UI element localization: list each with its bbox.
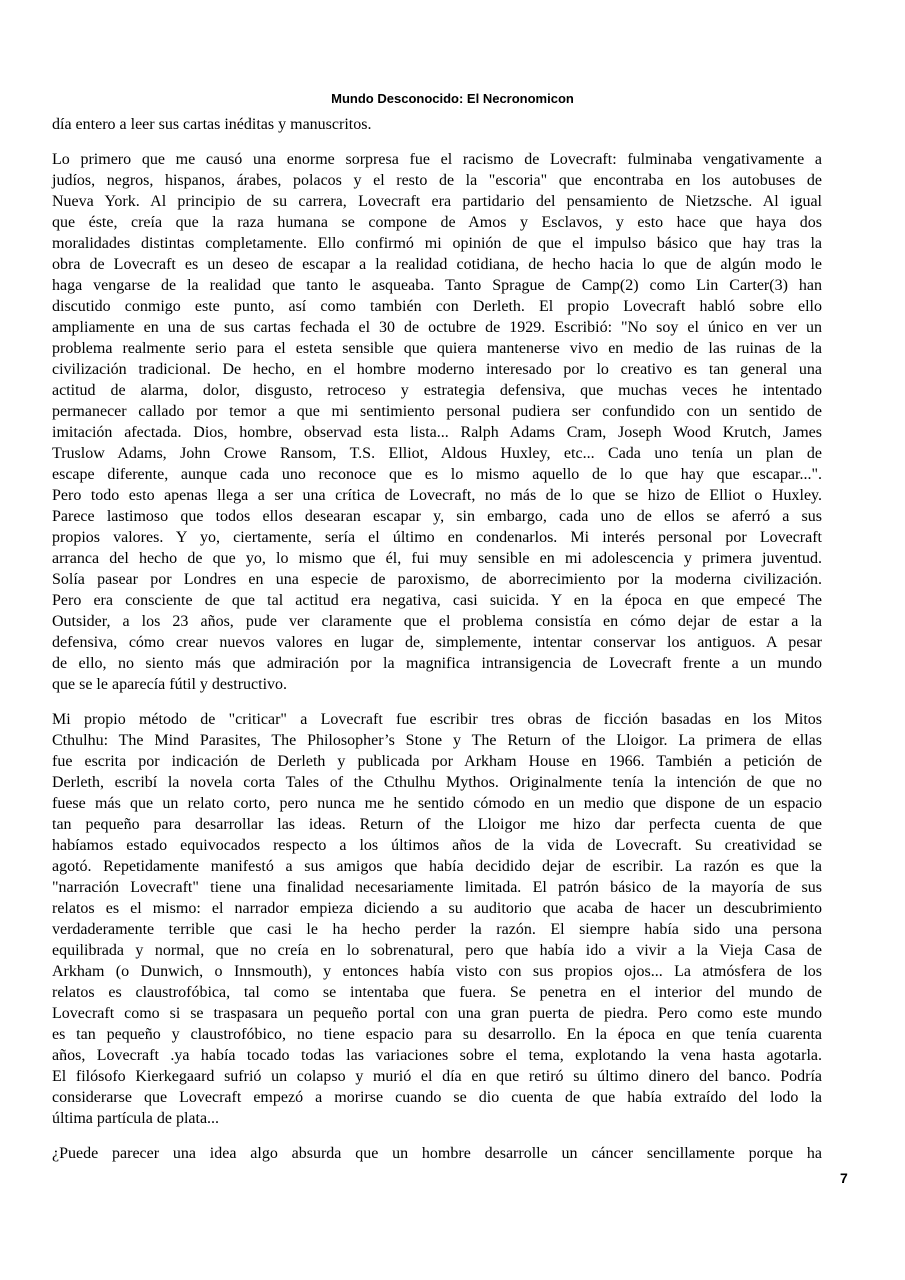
text-line: haga vengarse de la realidad que tanto le asqueaba. Tanto Sprague de Camp(2) como Lin Carter(3) han bbox=[52, 277, 822, 294]
paragraph bbox=[52, 149, 822, 695]
text-line: Parece lastimoso que todos ellos desearan escapar y, sin embargo, cada uno de ellos se aferró a sus bbox=[52, 508, 822, 525]
text-line: permanecer callado por temor a que mi sentimiento personal pudiera ser confundido con un sentido de bbox=[52, 403, 822, 420]
text-line: Mi propio método de "criticar" a Lovecraft fue escribir tres obras de ficción basadas en los Mitos bbox=[52, 711, 822, 728]
text-line: civilización tradicional. De hecho, en el hombre moderno interesado por lo creativo es tan general una bbox=[52, 361, 822, 378]
text-line: El filósofo Kierkegaard sufrió un colapso y murió el día en que retiró su último dinero del banco. Podría bbox=[52, 1068, 822, 1085]
text-line: Pero era consciente de que tal actitud era negativa, casi suicida. Y en la época en que empecé The bbox=[52, 592, 822, 609]
text-line: discutido conmigo este punto, así como también con Derleth. El propio Lovecraft habló sobre ello bbox=[52, 298, 822, 315]
text-line: Cthulhu: The Mind Parasites, The Philosopher’s Stone y The Return of the Lloigor. La primera de ellas bbox=[52, 732, 822, 749]
text-line: Pero todo esto apenas llega a ser una crítica de Lovecraft, no más de lo que se hizo de Elliot o Huxley. bbox=[52, 487, 822, 504]
text-line: es tan pequeño y claustrofóbico, no tiene espacio para su desarrollo. En la época en que tenía cuarenta bbox=[52, 1026, 822, 1043]
text-line: verdaderamente terrible que casi le ha hecho perder la razón. El siempre había sido una persona bbox=[52, 921, 822, 938]
text-line: judíos, negros, hispanos, árabes, polacos y el resto de la "escoria" que encontraba en los autobuses de bbox=[52, 172, 822, 189]
text-line: "narración Lovecraft" tiene una finalidad necesariamente limitada. El patrón básico de la mayoría de sus bbox=[52, 879, 822, 896]
text-line: Lovecraft como si se traspasara un pequeño portal con una gran puerta de piedra. Pero como este mundo bbox=[52, 1005, 822, 1022]
text-line: fue escrita por indicación de Derleth y publicada por Arkham House en 1966. También a petición de bbox=[52, 753, 822, 770]
text-line: ¿Puede parecer una idea algo absurda que un hombre desarrolle un cáncer sencillamente porque ha bbox=[52, 1145, 822, 1162]
text-line: tan pequeño para desarrollar las ideas. Return of the Lloigor me hizo dar perfecta cuenta de que bbox=[52, 816, 822, 833]
text-line: que éste, creía que la raza humana se compone de Amos y Esclavos, y esto hace que haya dos bbox=[52, 214, 822, 231]
text-line: que se le aparecía fútil y destructivo. bbox=[52, 676, 288, 693]
page-header: Mundo Desconocido: El Necronomicon bbox=[331, 91, 574, 106]
text-line: actitud de alarma, dolor, disgusto, retroceso y estrategia defensiva, que muchas veces he intentado bbox=[52, 382, 822, 399]
text-line: agotó. Repetidamente manifestó a sus amigos que había decidido dejar de escribir. La razón es que la bbox=[52, 858, 822, 875]
text-line: obra de Lovecraft es un deseo de escapar a la realidad cotidiana, de hecho hacia lo que de algún modo le bbox=[52, 256, 822, 273]
text-line: equilibrada y normal, que no creía en lo sobrenatural, pero que había ido a vivir a la Vieja Casa de bbox=[52, 942, 822, 959]
text-line: día entero a leer sus cartas inéditas y manuscritos. bbox=[52, 116, 372, 133]
text-line: Solía pasear por Londres en una especie de paroxismo, de aborrecimiento por la moderna civilización. bbox=[52, 571, 822, 588]
paragraph bbox=[52, 1143, 822, 1164]
text-line: de ello, no siento más que admiración por la magnifica intransigencia de Lovecraft frente a un mundo bbox=[52, 655, 822, 672]
text-line: Outsider, a los 23 años, pude ver claramente que el problema consistía en cómo dejar de estar a la bbox=[52, 613, 822, 630]
paragraph bbox=[52, 114, 822, 135]
text-line: Arkham (o Dunwich, o Innsmouth), y entonces había visto con sus propios ojos... La atmósfera de los bbox=[52, 963, 822, 980]
text-line: Lo primero que me causó una enorme sorpresa fue el racismo de Lovecraft: fulminaba vengativamente a bbox=[52, 151, 822, 168]
document-body bbox=[52, 114, 822, 1178]
text-line: moralidades distintas completamente. Ello confirmó mi opinión de que el impulso básico que hay tras la bbox=[52, 235, 822, 252]
text-line: Nueva York. Al principio de su carrera, Lovecraft era partidario del pensamiento de Nietzsche. Al igual bbox=[52, 193, 822, 210]
text-line: última partícula de plata... bbox=[52, 1110, 220, 1127]
text-line: arranca del hecho de que yo, lo mismo que él, fui muy sensible en mi adolescencia y primera juventud. bbox=[52, 550, 822, 567]
text-line: fuese más que un relato corto, pero nunca me he sentido cómodo en un medio que dispone de un espacio bbox=[52, 795, 822, 812]
paragraph bbox=[52, 709, 822, 1129]
text-line: considerarse que Lovecraft empezó a morirse cuando se dio cuenta de que había extraído del lodo la bbox=[52, 1089, 822, 1106]
text-line: años, Lovecraft .ya había tocado todas las variaciones sobre el tema, explotando la vena hasta agotarla. bbox=[52, 1047, 822, 1064]
text-line: habíamos estado equivocados respecto a los últimos años de la vida de Lovecraft. Su creatividad se bbox=[52, 837, 822, 854]
text-line: Derleth, escribí la novela corta Tales of the Cthulhu Mythos. Originalmente tenía la intención de que no bbox=[52, 774, 822, 791]
text-line: ampliamente en una de sus cartas fechada el 30 de octubre de 1929. Escribió: "No soy el único en ver un bbox=[52, 319, 822, 336]
text-line: imitación afectada. Dios, hombre, observad esta lista... Ralph Adams Cram, Joseph Wood Krutch, James bbox=[52, 424, 822, 441]
text-line: escape diferente, aunque cada uno reconoce que es lo mismo aquello de lo que hay que escapar...". bbox=[52, 466, 822, 483]
text-line: relatos es claustrofóbica, tal como se intentaba que fuera. Se penetra en el interior del mundo de bbox=[52, 984, 822, 1001]
page-number: 7 bbox=[840, 1170, 848, 1186]
text-line: problema realmente serio para el esteta sensible que quiera mantenerse vivo en medio de las ruinas de la bbox=[52, 340, 822, 357]
text-line: propios valores. Y yo, ciertamente, sería el último en condenarlos. Mi interés personal por Lovecraft bbox=[52, 529, 822, 546]
text-line: relatos es el mismo: el narrador empieza diciendo a su auditorio que acaba de hacer un descubrimiento bbox=[52, 900, 822, 917]
text-line: defensiva, cómo crear nuevos valores en lugar de, simplemente, intentar conservar los antiguos. A pesar bbox=[52, 634, 822, 651]
text-line: Truslow Adams, John Crowe Ransom, T.S. Elliot, Aldous Huxley, etc... Cada uno tenía un plan de bbox=[52, 445, 822, 462]
